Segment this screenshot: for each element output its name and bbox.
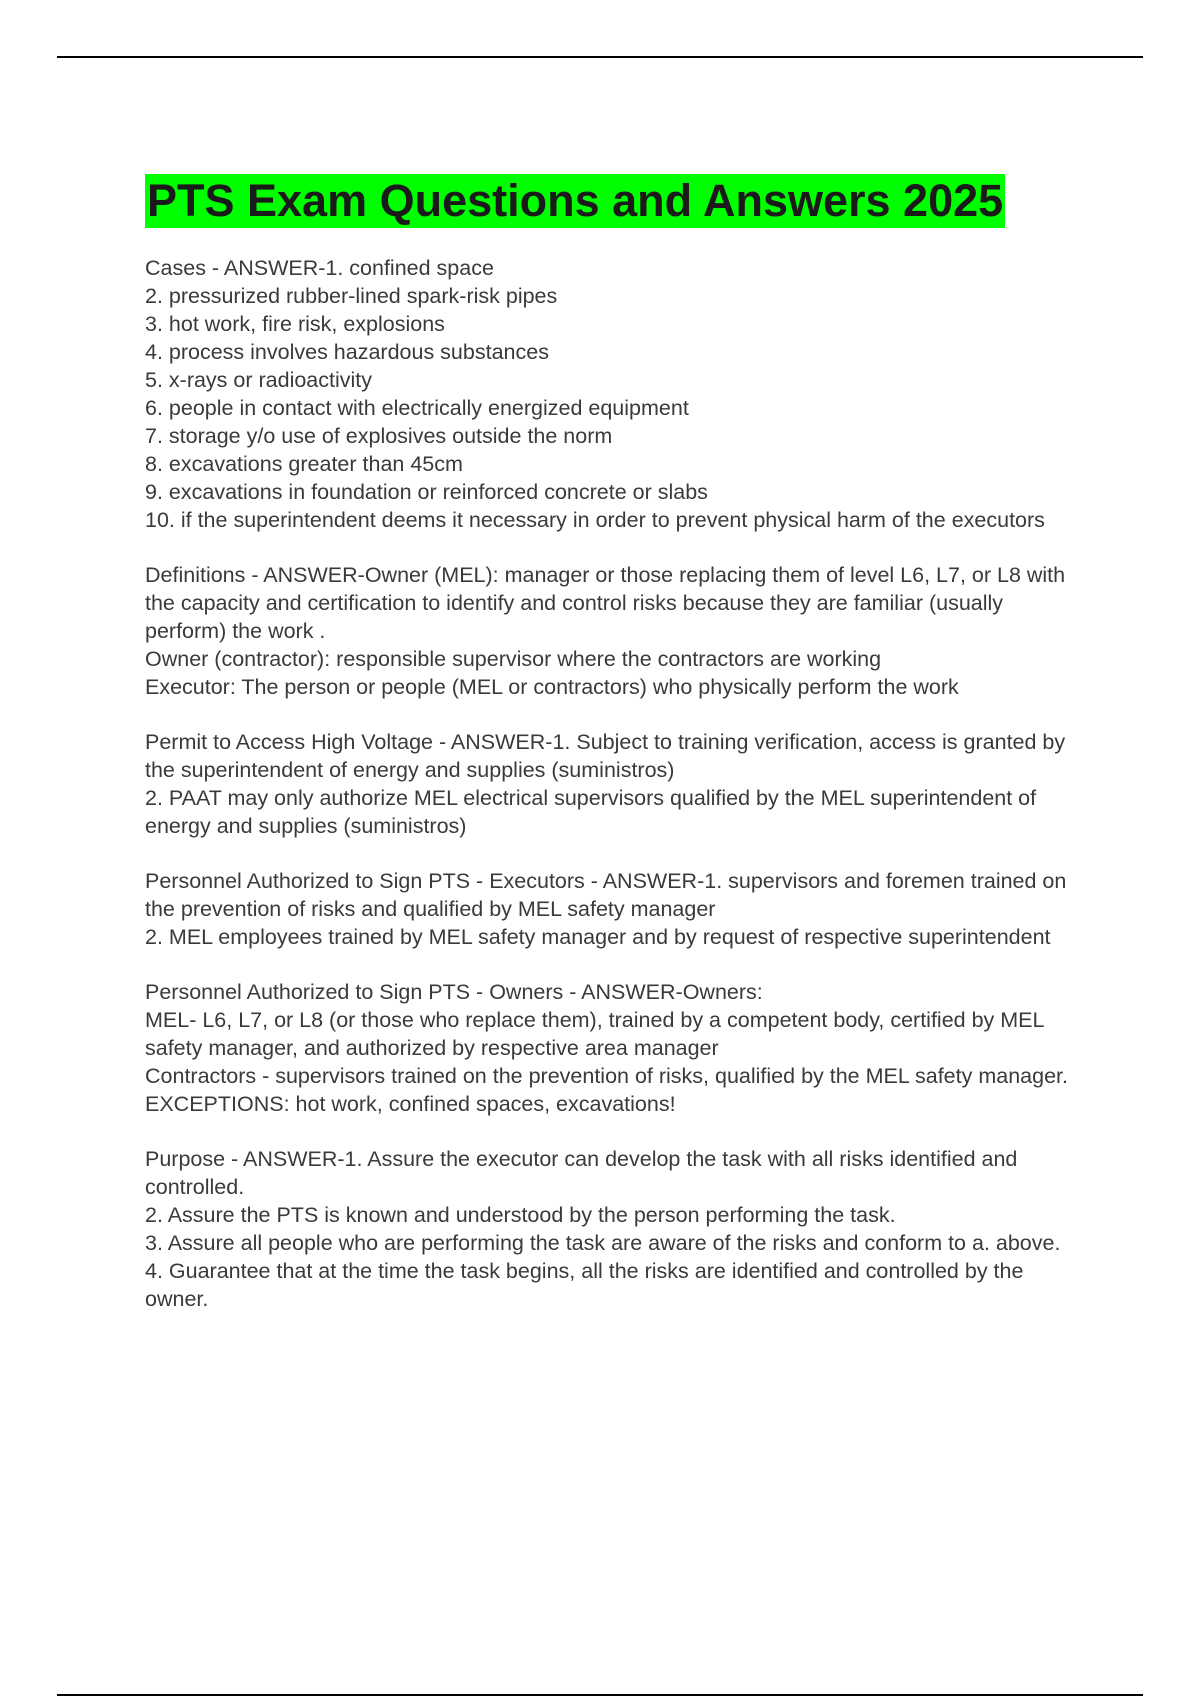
qa-line: 8. excavations greater than 45cm — [145, 452, 463, 476]
qa-entry-definitions — [145, 561, 1085, 701]
qa-line: EXCEPTIONS: hot work, confined spaces, excavations! — [145, 1092, 676, 1116]
title-block — [145, 174, 1085, 228]
qa-line: 9. excavations in foundation or reinforced concrete or slabs — [145, 480, 708, 504]
footer-rule — [57, 1694, 1143, 1696]
qa-line: 3. hot work, fire risk, explosions — [145, 312, 445, 336]
qa-line: 4. Guarantee that at the time the task begins, all the risks are identified and controlled by the owner. — [145, 1259, 1024, 1311]
qa-entry-high-voltage — [145, 728, 1085, 840]
qa-line: Purpose - ANSWER-1. Assure the executor can develop the task with all risks identified and controlled. — [145, 1147, 1018, 1199]
qa-line: 2. Assure the PTS is known and understood by the person performing the task. — [145, 1203, 896, 1227]
qa-line: Executor: The person or people (MEL or contractors) who physically perform the work — [145, 675, 959, 699]
qa-line: MEL- L6, L7, or L8 (or those who replace them), trained by a competent body, certified by MEL safety manager, and authorized by respective area manager — [145, 1008, 1044, 1060]
document-title: PTS Exam Questions and Answers 2025 — [147, 175, 1004, 226]
qa-line: Definitions - ANSWER-Owner (MEL): manager or those replacing them of level L6, L7, or L8 with the capacity and certification to identify and control risks because they are familiar (usually perform) the work . — [145, 563, 1066, 643]
qa-line: Personnel Authorized to Sign PTS - Executors - ANSWER-1. supervisors and foremen trained on the prevention of risks and qualified by MEL safety manager — [145, 869, 1067, 921]
qa-line: Contractors - supervisors trained on the prevention of risks, qualified by the MEL safety manager. — [145, 1064, 1068, 1088]
qa-line: 2. PAAT may only authorize MEL electrical supervisors qualified by the MEL superintendent of energy and supplies (suministros) — [145, 786, 1037, 838]
qa-line: 10. if the superintendent deems it necessary in order to prevent physical harm of the executors — [145, 508, 1045, 532]
qa-entry-sign-executors — [145, 867, 1085, 951]
qa-line: Permit to Access High Voltage - ANSWER-1. Subject to training verification, access is granted by the superintendent of energy and supplies (suministros) — [145, 730, 1066, 782]
header-rule — [57, 56, 1143, 58]
qa-entry-sign-owners — [145, 978, 1085, 1118]
qa-line: 5. x-rays or radioactivity — [145, 368, 373, 392]
qa-line: Cases - ANSWER-1. confined space — [145, 256, 494, 280]
qa-line: 6. people in contact with electrically energized equipment — [145, 396, 689, 420]
qa-line: Personnel Authorized to Sign PTS - Owners - ANSWER-Owners: — [145, 980, 763, 1004]
qa-line: 3. Assure all people who are performing the task are aware of the risks and conform to a. above. — [145, 1231, 1061, 1255]
qa-line: 2. MEL employees trained by MEL safety manager and by request of respective superintendent — [145, 925, 1051, 949]
qa-line: 2. pressurized rubber-lined spark-risk pipes — [145, 284, 558, 308]
qa-line: Owner (contractor): responsible supervisor where the contractors are working — [145, 647, 882, 671]
qa-entry-cases — [145, 254, 1085, 534]
document-body — [145, 174, 1085, 1340]
qa-line: 4. process involves hazardous substances — [145, 340, 549, 364]
qa-entry-purpose — [145, 1145, 1085, 1313]
qa-line: 7. storage y/o use of explosives outside the norm — [145, 424, 613, 448]
